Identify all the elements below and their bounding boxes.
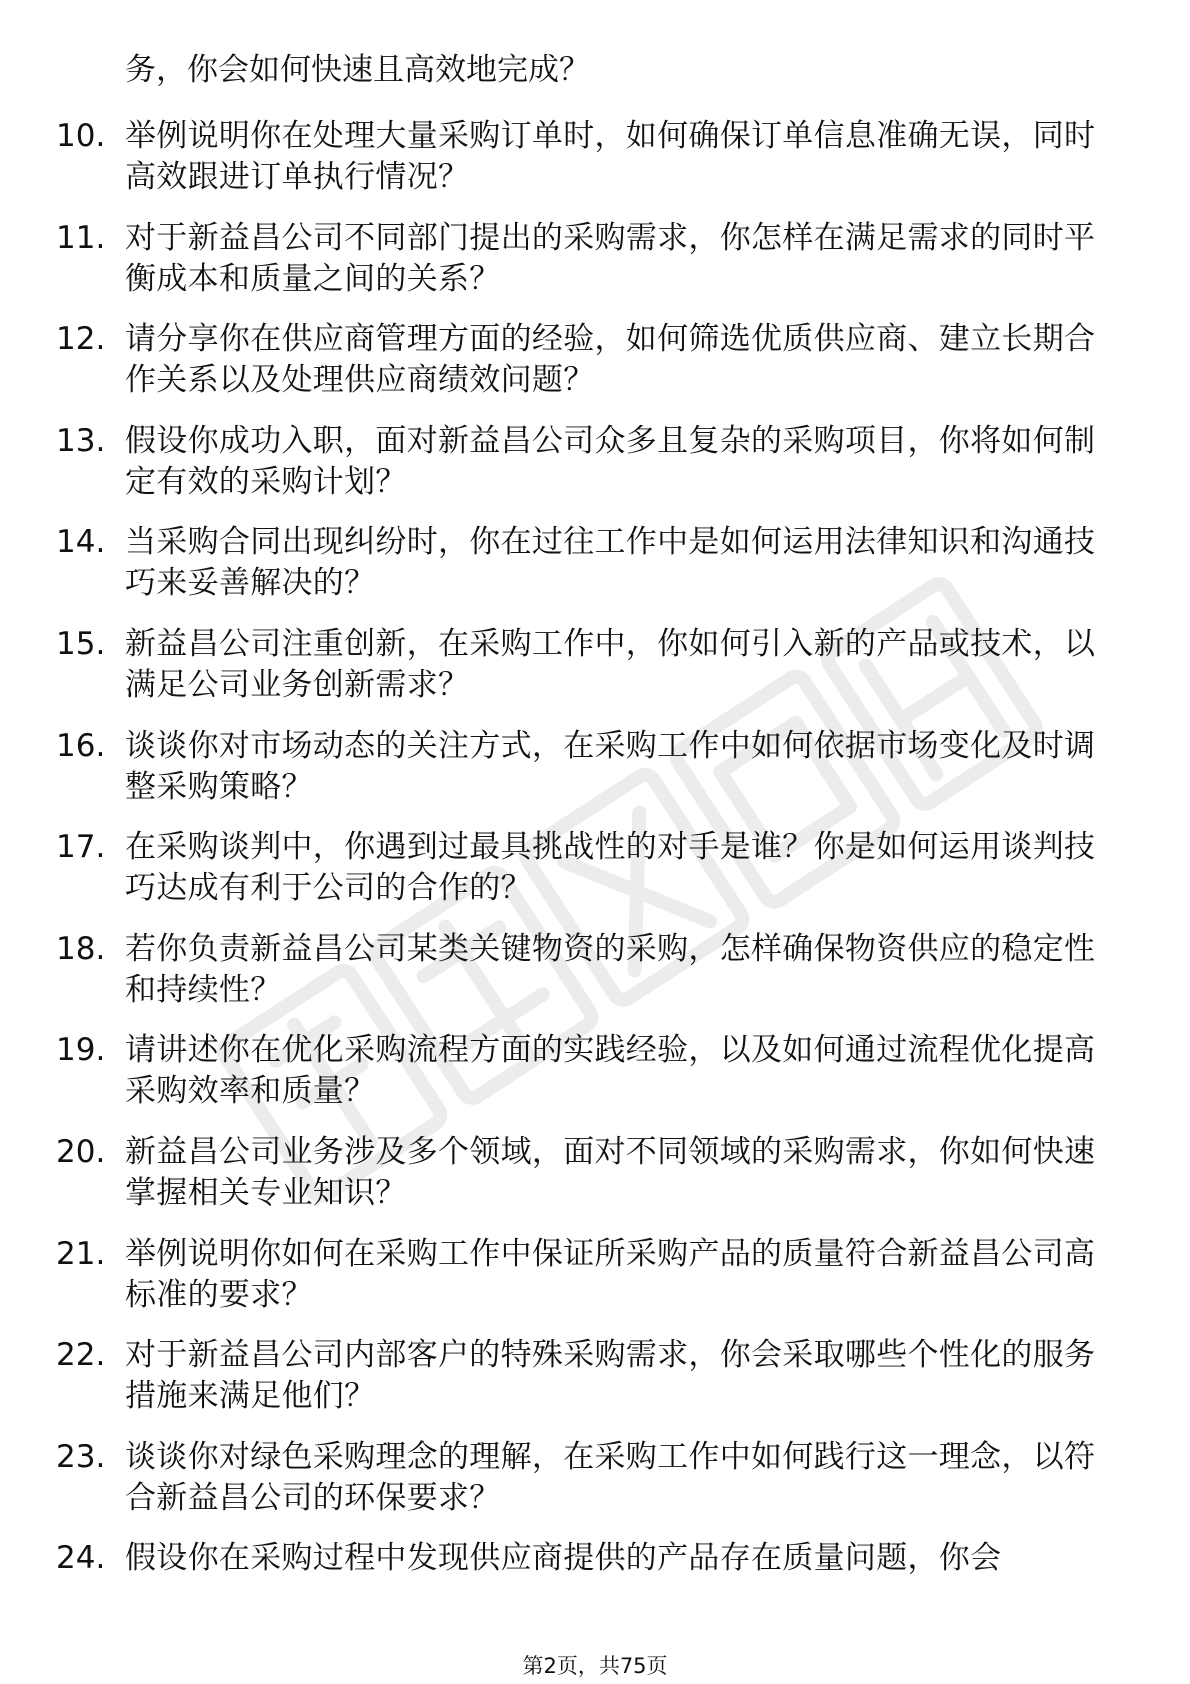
page-footer (0, 1653, 1190, 1679)
question-item (0, 218, 1190, 300)
question-number: 23. (56, 1438, 106, 1475)
question-text: 新益昌公司业务涉及多个领域，面对不同领域的采购需求，你如何快速掌握相关专业知识？ (125, 1133, 1096, 1211)
question-item (0, 1335, 1190, 1417)
question-text: 若你负责新益昌公司某类关键物资的采购，怎样确保物资供应的稳定性和持续性？ (125, 930, 1096, 1008)
question-text: 当采购合同出现纠纷时，你在过往工作中是如何运用法律知识和沟通技巧来妥善解决的？ (125, 524, 1096, 602)
question-number: 14. (56, 524, 106, 561)
question-text: 在采购谈判中，你遇到过最具挑战性的对手是谁？你是如何运用谈判技巧达成有利于公司的合作的？ (125, 829, 1096, 907)
question-number: 18. (56, 930, 106, 967)
question-item (0, 624, 1190, 706)
question-item (0, 1030, 1190, 1112)
question-item (0, 1538, 1190, 1620)
question-text: 假设你成功入职，面对新益昌公司众多且复杂的采购项目，你将如何制定有效的采购计划？ (125, 422, 1096, 500)
question-number: 15. (56, 625, 106, 662)
question-text: 假设你在采购过程中发现供应商提供的产品存在质量问题，你会 (125, 1540, 1002, 1577)
question-item (0, 421, 1190, 503)
question-item (0, 726, 1190, 808)
question-number: 13. (56, 422, 106, 459)
question-item (0, 319, 1190, 401)
question-number: 24. (56, 1540, 106, 1577)
question-item (0, 1437, 1190, 1519)
question-item (0, 522, 1190, 604)
question-text: 谈谈你对绿色采购理念的理解，在采购工作中如何践行这一理念，以符合新益昌公司的环保要求？ (125, 1438, 1096, 1516)
continued-question-text: 务，你会如何快速且高效地完成？ (125, 52, 590, 88)
question-item (0, 116, 1190, 198)
question-text: 对于新益昌公司不同部门提出的采购需求，你怎样在满足需求的同时平衡成本和质量之间的关系？ (125, 219, 1096, 297)
question-number: 20. (56, 1133, 106, 1170)
page-number-label: 第2页，共75页 (522, 1654, 668, 1678)
question-item (0, 827, 1190, 909)
question-text: 请分享你在供应商管理方面的经验，如何筛选优质供应商、建立长期合作关系以及处理供应商绩效问题？ (125, 321, 1096, 399)
question-number: 16. (56, 727, 106, 764)
question-number: 21. (56, 1235, 106, 1272)
question-number: 12. (56, 321, 106, 358)
question-text: 谈谈你对市场动态的关注方式，在采购工作中如何依据市场变化及时调整采购策略？ (125, 727, 1096, 805)
question-number: 17. (56, 829, 106, 866)
question-text: 请讲述你在优化采购流程方面的实践经验，以及如何通过流程优化提高采购效率和质量？ (125, 1032, 1096, 1110)
question-number: 11. (56, 219, 106, 256)
question-item (0, 1234, 1190, 1316)
question-list (0, 116, 1190, 1640)
question-text: 新益昌公司注重创新，在采购工作中，你如何引入新的产品或技术，以满足公司业务创新需求？ (125, 625, 1096, 703)
question-item (0, 929, 1190, 1011)
question-number: 19. (56, 1032, 106, 1069)
question-text: 对于新益昌公司内部客户的特殊采购需求，你会采取哪些个性化的服务措施来满足他们？ (125, 1337, 1096, 1415)
question-text: 举例说明你如何在采购工作中保证所采购产品的质量符合新益昌公司高标准的要求？ (125, 1235, 1096, 1313)
question-item (0, 1132, 1190, 1214)
question-number: 22. (56, 1337, 106, 1374)
question-number: 10. (56, 118, 106, 154)
question-text: 举例说明你在处理大量采购订单时，如何确保订单信息准确无误，同时高效跟进订单执行情况？ (125, 118, 1096, 195)
